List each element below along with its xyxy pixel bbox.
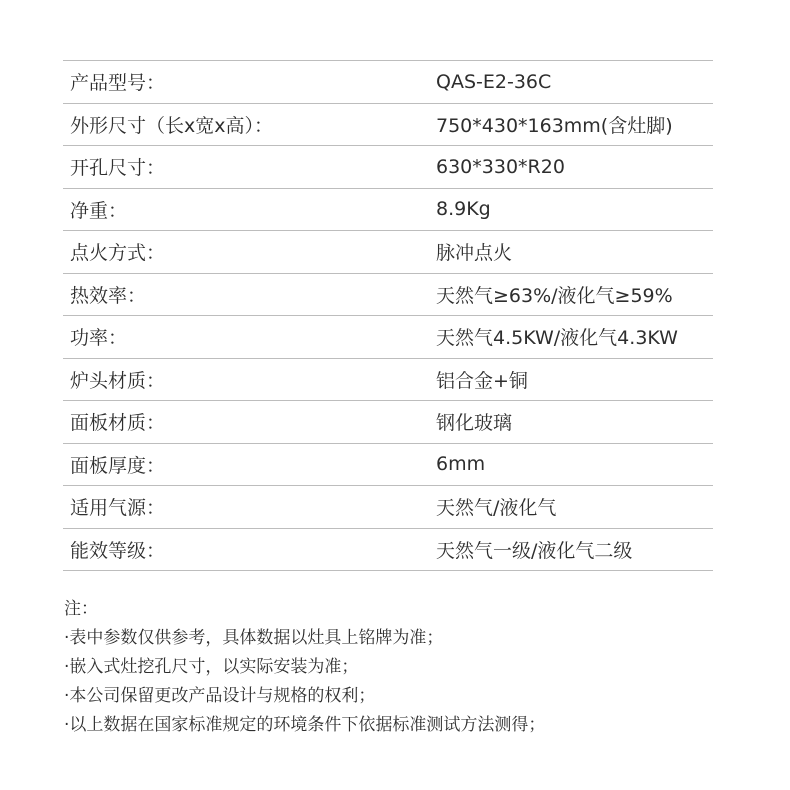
- notes-section: [64, 598, 744, 743]
- spec-label: 功率：: [70, 327, 128, 350]
- spec-label: 净重：: [70, 199, 128, 222]
- spec-label: 开孔尺寸：: [70, 157, 166, 180]
- spec-label: 适用气源：: [70, 497, 166, 520]
- spec-value: 天然气4.5KW/液化气4.3KW: [436, 327, 678, 350]
- notes-title: 注：: [64, 599, 98, 619]
- spec-row-power: [63, 316, 713, 359]
- note-item: ·表中参数仅供参考，具体数据以灶具上铭牌为准；: [64, 628, 444, 648]
- spec-row-panel-material: [63, 401, 713, 444]
- spec-row-energy-grade: [63, 529, 713, 572]
- note-item: ·嵌入式灶挖孔尺寸，以实际安装为准；: [64, 657, 359, 677]
- spec-label: 面板材质：: [70, 412, 166, 435]
- spec-label: 热效率：: [70, 284, 147, 307]
- spec-row-burner-material: [63, 359, 713, 402]
- spec-label: 点火方式：: [70, 242, 166, 265]
- spec-value: 630*330*R20: [436, 155, 565, 178]
- spec-row-gas-source: [63, 486, 713, 529]
- spec-row-cutout: [63, 146, 713, 189]
- spec-label: 产品型号：: [70, 72, 166, 95]
- spec-value: 750*430*163mm(含灶脚): [436, 114, 673, 137]
- spec-label: 面板厚度：: [70, 454, 166, 477]
- spec-row-model: [63, 61, 713, 104]
- spec-value: 铝合金+铜: [436, 369, 528, 392]
- note-item: ·本公司保留更改产品设计与规格的权利；: [64, 686, 376, 706]
- spec-value: 天然气≥63%/液化气≥59%: [436, 284, 673, 307]
- spec-row-thermal-efficiency: [63, 274, 713, 317]
- spec-label: 能效等级：: [70, 539, 166, 562]
- spec-row-panel-thickness: [63, 444, 713, 487]
- note-item: ·以上数据在国家标准规定的环境条件下依据标准测试方法测得；: [64, 715, 546, 735]
- spec-row-ignition: [63, 231, 713, 274]
- spec-value: 天然气一级/液化气二级: [436, 539, 633, 562]
- spec-label: 炉头材质：: [70, 369, 166, 392]
- spec-label: 外形尺寸（长x宽x高）：: [70, 114, 273, 137]
- spec-row-weight: [63, 189, 713, 232]
- spec-value: QAS-E2-36C: [436, 70, 552, 93]
- spec-value: 6mm: [436, 453, 486, 476]
- spec-value: 8.9Kg: [436, 198, 491, 221]
- spec-value: 脉冲点火: [436, 242, 513, 265]
- spec-value: 天然气/液化气: [436, 497, 557, 520]
- spec-table: [63, 60, 713, 571]
- spec-row-dimensions: [63, 104, 713, 147]
- spec-value: 钢化玻璃: [436, 412, 513, 435]
